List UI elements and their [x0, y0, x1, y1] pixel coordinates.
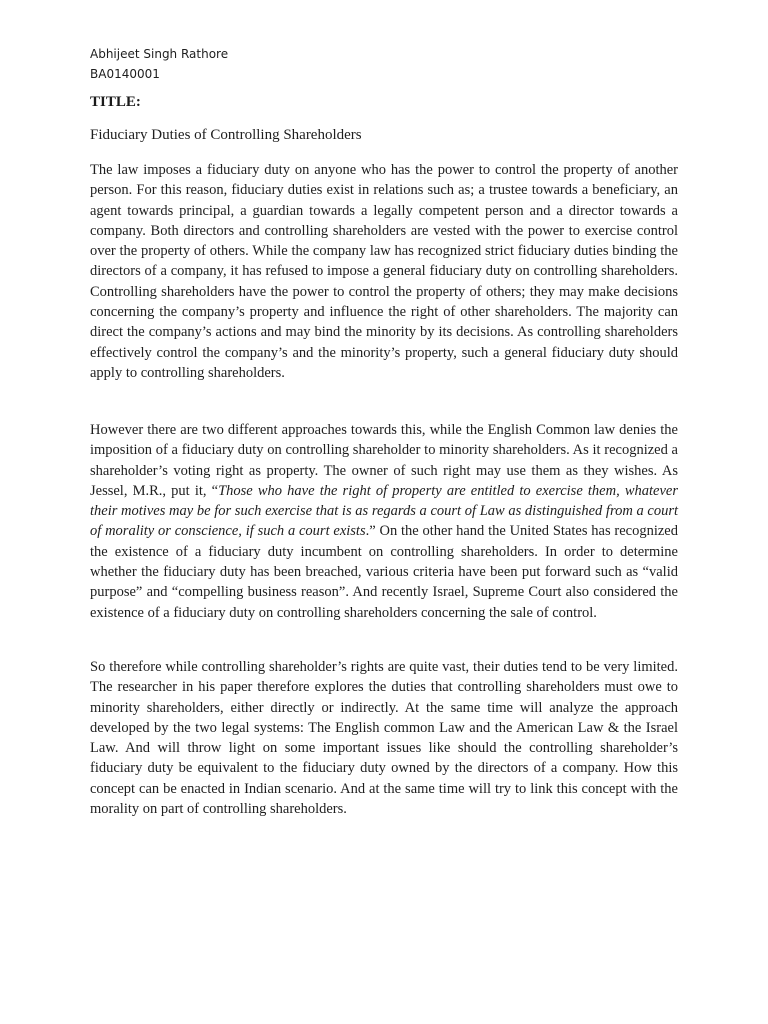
paragraph-2-rest: .” On the other hand the United States has recognized the existence of a fiduciary duty incumbent on controlling shareholders. In order to determine whether the fiduciary duty has been breached, various criteria have been put forward such as “valid purpose” and “compelling business reason”. And recently Israel, Supreme Court also considered the existence of a fiduciary duty on controlling shareholders concerning the sale of control.	[90, 523, 678, 621]
paragraph-1: The law imposes a fiduciary duty on anyone who has the power to control the property of another person. For this reason, fiduciary duties exist in relations such as; a trustee towards a beneficiary, an agent towards principal, a guardian towards a legally competent person and a director towards a company. Both directors and controlling shareholders are vested with the power to exercise control over the property of others. While the company law has recognized strict fiduciary duties binding the directors of a company, it has refused to impose a general fiduciary duty on controlling shareholders. Controlling shareholders have the power to control the property of others; they may make decisions concerning the company’s property and influence the right of other shareholders. The majority can direct the company’s actions and may bind the minority by its decisions. As controlling shareholders effectively control the company’s and the minority’s property, such a general fiduciary duty should apply to controlling shareholders.	[90, 162, 678, 381]
paragraph-2-intro: However there are two different approaches towards this, while the English Common law denies the imposition of a fiduciary duty on controlling shareholder to minority shareholders. As it recognized a shareholder’s voting right as property. The owner of such right may use them as they wishes. As Jessel, M.R., put it, “	[90, 422, 678, 499]
paragraph-2	[90, 420, 678, 623]
paragraph-3: So therefore while controlling shareholder’s rights are quite vast, their duties tend to be very limited. The researcher in his paper therefore explores the duties that controlling shareholders must owe to minority shareholders, either directly or indirectly. At the same time will analyze the approach developed by the two legal systems: The English common Law and the American Law & the Israel Law. And will throw light on some important issues like should the controlling shareholder’s fiduciary duty be equivalent to the fiduciary duty owned by the directors of a company. How this concept can be enacted in Indian scenario. And at the same time will try to link this concept with the morality on part of controlling shareholders.	[90, 659, 678, 818]
jessel-quote: Those who have the right of property are entitled to exercise them, whatever their motives may be for such exercise that is as regards a court of Law as distinguished from a court of morality or conscience, if such a court exists	[90, 482, 678, 540]
document-title: Fiduciary Duties of Controlling Shareholders	[90, 127, 362, 143]
author-id: BA0140001	[90, 67, 160, 81]
author-name: Abhijeet Singh Rathore	[90, 47, 229, 61]
author-block	[90, 44, 228, 84]
title-label: TITLE:	[90, 94, 141, 110]
